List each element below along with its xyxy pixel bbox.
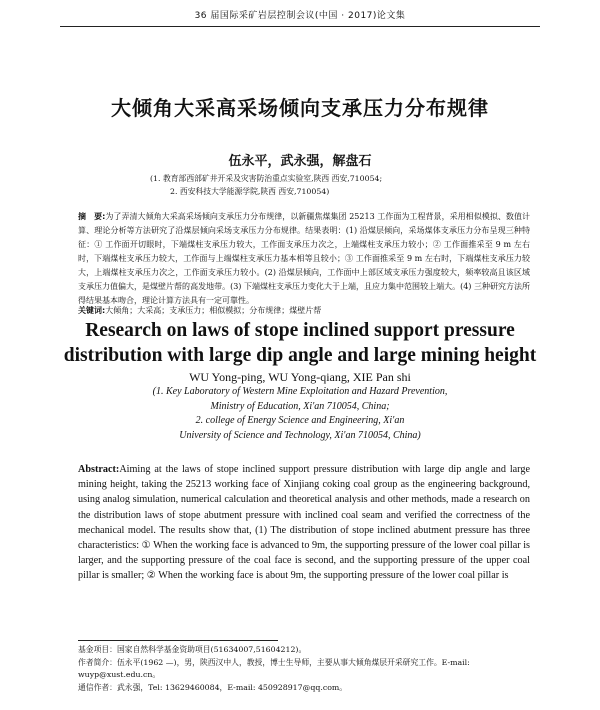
- affiliation-cn-1: (1. 教育部西部矿井开采及灾害防治重点实验室,陕西 西安,710054;: [150, 174, 383, 183]
- keywords-cn-label: 关键词:: [78, 306, 106, 315]
- affiliations-en: [0, 385, 600, 443]
- keywords-cn-text: 大倾角；大采高；支承压力；相似模拟；分布规律；煤壁片帮: [105, 306, 322, 315]
- abstract-cn-text: 为了弄清大倾角大采高采场倾向支承压力分布规律，以新疆焦煤集团 25213 工作面为工程背景，采用相似模拟、数值计算、理论分析等方法研究了沿煤层倾向采场支承压力分布规律。结果表明：(1) 沿煤层倾向，采场煤体支承压力分布呈现三种特征：① 工作面开切眼时，下端煤柱支承压力较大，工作面支承压力次之，上端煤柱支承压力较小；② 工作面推采至 9 m 左右时，下端煤柱支承压力较大，工作面与上端煤柱支承压力基本相等且较小；③ 工作面推采至 9 m 左右时，下端煤柱支承压力较大，上端煤柱支承压力次之，工作面支承压力较小。(2) 沿煤层倾向，工作面中上部区域支承压力强度较大，频率较高且该区域支承压力值偏大，是煤壁片帮的高发地带。(3) 下端煤柱支承压力变化大于上端，且应力集中范围较上端大。(4) 三种研究方法所得结果基本吻合，理论计算方法具有一定可靠性。: [78, 212, 530, 305]
- affiliation-en-line-1: (1. Key Laboratory of Western Mine Exploitation and Hazard Prevention,: [152, 386, 448, 397]
- affiliation-en-line-3: 2. college of Energy Science and Engineering, Xi'an: [195, 415, 405, 426]
- title-en-line-1: Research on laws of stope inclined support pressure: [85, 320, 515, 341]
- abstract-en-label: Abstract:: [78, 464, 120, 475]
- title-en: [0, 318, 600, 368]
- abstract-en-text: Aiming at the laws of stope inclined support pressure distribution with large dip angle and large mining height, taking the 25213 working face of Xinjiang coking coal group as the engineering background, using analog simulation, numerical calculation and theoretical analysis and other methods, made a research on the distribution laws of stope abutment pressure with inclined coal seam and verified the correctness of the mechanical model. The results show that, (1) The distribution of stope inclined abutment pressure has three characteristics: ① When the working face is advanced to 9m, the supporting pressure of the lower coal pillar is larger, and the supporting pressure of the coal face is second, and the supporting pressure of the upper coal pillar is smaller; ② When the working face is about 9m, the supporting pressure of the lower coal pillar is: [78, 464, 530, 582]
- abstract-cn-label: 摘 要:: [78, 212, 106, 221]
- footnote-funding: 基金项目：国家自然科学基金资助项目(51634007,51604212)。: [78, 645, 307, 654]
- abstract-en: [78, 462, 530, 584]
- affiliation-en-line-2: Ministry of Education, Xi'an 710054, China;: [210, 400, 390, 412]
- abstract-cn: [78, 210, 530, 308]
- keywords-cn: [78, 305, 530, 316]
- title-en-line-2: distribution with large dip angle and large mining height: [63, 345, 537, 366]
- authors-en: WU Yong-ping, WU Yong-qiang, XIE Pan shi: [189, 370, 411, 384]
- footnote-rule: [78, 640, 278, 641]
- footnotes: [78, 644, 530, 694]
- footnote-corresponding: 通信作者：武永强，Tel: 13629460084，E-mail: 450928917@qq.com。: [78, 682, 348, 692]
- authors-cn: 伍永平，武永强，解盘石: [228, 154, 372, 169]
- affiliation-en-line-4: University of Science and Technology, Xi'an 710054, China): [179, 429, 421, 441]
- footnote-author: 作者简介：伍永平(1962 —)，男，陕西汉中人，教授，博士生导师，主要从事大倾角煤层开采研究工作。E-mail: wuyp@xust.edu.cn。: [78, 657, 470, 679]
- affiliation-cn-2: 2. 西安科技大学能源学院,陕西 西安,710054): [170, 187, 330, 196]
- title-cn: 大倾角大采高采场倾向支承压力分布规律: [111, 96, 489, 120]
- header-rule: [60, 26, 540, 27]
- running-header: 36 届国际采矿岩层控制会议(中国 · 2017)论文集: [194, 11, 406, 21]
